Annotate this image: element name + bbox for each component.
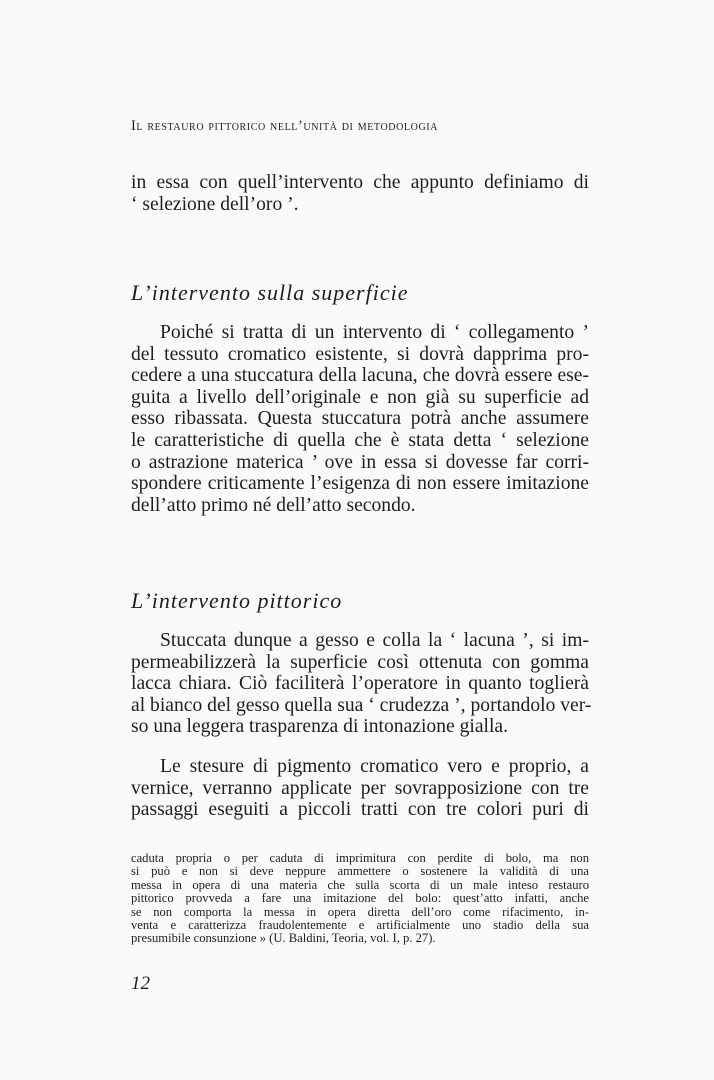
footnote-line: se non comporta la messa in opera diretta dell’oro come rifacimento, in-: [131, 904, 589, 919]
footnote-line: venta e caratterizza fraudolentemente e artificialmente uno stadio della sua: [131, 917, 589, 932]
section-heading-pittorico: L’intervento pittorico: [131, 588, 343, 613]
paragraph-pittorico-2: [131, 756, 589, 821]
footnote-line: caduta propria o per caduta di imprimitura con perdite di bolo, ma non: [131, 851, 589, 865]
intro-paragraph: [131, 172, 589, 215]
paragraph-pittorico-1: [131, 630, 592, 738]
footnote: [131, 852, 589, 946]
text-line: del tessuto cromatico esistente, si dovrà dapprima pro-: [131, 343, 589, 365]
text-line: Stuccata dunque a gesso e colla la ‘ lacuna ’, si im-: [160, 630, 589, 651]
text-line: so una leggera trasparenza di intonazione gialla.: [131, 716, 509, 738]
footnote-line: presumibile consunzione » (U. Baldini, Teoria, vol. I, p. 27).: [131, 931, 436, 946]
text-line: dell’atto primo né dell’atto secondo.: [131, 494, 416, 516]
footnote-line: si può e non si deve neppure ammettere o sostenere la validità di una: [131, 864, 589, 879]
text-line: Le stesure di pigmento cromatico vero e proprio, a: [160, 756, 589, 777]
text-line: ‘ selezione dell’oro ’.: [131, 193, 299, 215]
text-line: le caratteristiche di quella che è stata detta ‘ selezione: [131, 429, 589, 451]
footnote-line: messa in opera di una materia che sulla scorta di un male inteso restauro: [131, 877, 589, 892]
section-heading-superficie: L’intervento sulla superficie: [131, 280, 409, 305]
running-head: Il restauro pittorico nell’unità di metodologia: [131, 118, 439, 134]
text-line: spondere criticamente l’esigenza di non essere imitazione: [131, 473, 589, 495]
text-line: al bianco del gesso quella sua ‘ crudezza ’, portandolo ver-: [131, 694, 592, 716]
text-line: lacca chiara. Ciò faciliterà l’operatore in quanto toglierà: [131, 673, 589, 695]
footnote-line: pittorico provveda a fare una imitazione del bolo: quest’atto infatti, anche: [131, 891, 589, 906]
text-line: passaggi eseguiti a piccoli tratti con tre colori puri di: [131, 799, 589, 821]
text-line: o astrazione materica ’ ove in essa si dovesse far corri-: [131, 451, 589, 473]
text-line: Poiché si tratta di un intervento di ‘ collegamento ’: [160, 322, 589, 343]
text-line: guita a livello dell’originale e non già su superficie ad: [131, 386, 589, 408]
page-number: 12: [131, 973, 150, 994]
text-line: esso ribassata. Questa stuccatura potrà anche assumere: [131, 408, 589, 430]
paragraph-superficie: [131, 322, 589, 516]
text-line: in essa con quell’intervento che appunto definiamo di: [131, 172, 589, 193]
text-line: permeabilizzerà la superficie così ottenuta con gomma: [131, 651, 589, 673]
text-line: vernice, verranno applicate per sovrapposizione con tre: [131, 777, 589, 799]
text-line: cedere a una stuccatura della lacuna, che dovrà essere ese-: [131, 365, 589, 387]
